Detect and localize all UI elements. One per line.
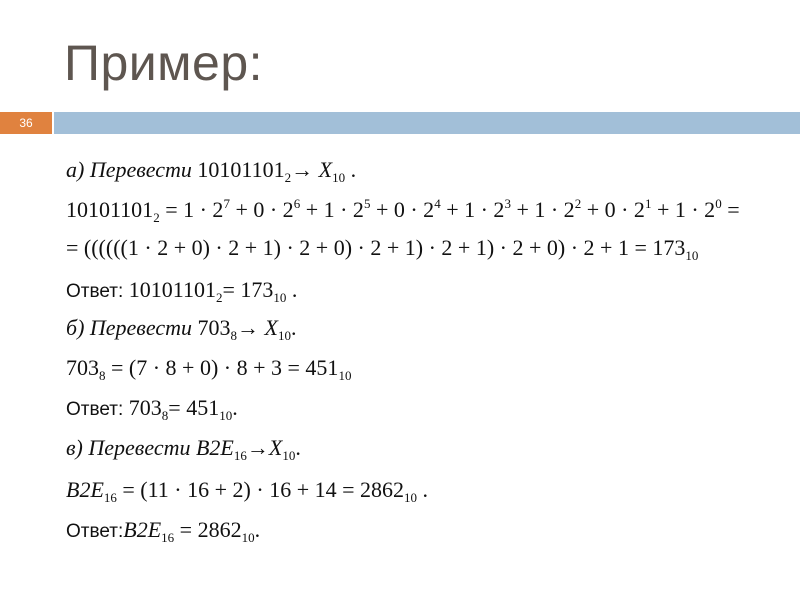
answer-a-lhs: 10101101 [128, 277, 216, 302]
term-separator: + [229, 197, 254, 222]
term-exponent: 5 [363, 196, 371, 211]
term-coef: 0 · 2 [393, 197, 435, 222]
horner-base: 10 [685, 248, 699, 263]
answer-b-label: Ответ: [66, 399, 124, 420]
calc-b-lhs-base: 8 [99, 368, 106, 383]
calc-c-lhs-base: 16 [103, 490, 117, 505]
task-b-target-base: 10 [277, 328, 291, 343]
answer-a-end: . [291, 277, 298, 302]
calc-c-rhs: = (11 · 16 + 2) · 16 + 14 = 2862 [122, 477, 405, 502]
calc-b [66, 354, 351, 382]
answer-b-rhs-base: 10 [219, 408, 233, 423]
answer-a-lhs-base: 2 [215, 290, 223, 305]
expansion-term [394, 197, 464, 222]
answer-c-lhs: B2E [123, 517, 162, 542]
term-exponent: 4 [434, 196, 441, 211]
task-a-end: . [350, 157, 357, 182]
slide-number: 36 [19, 116, 33, 130]
task-b-target: X [264, 315, 278, 340]
task-a-base: 2 [284, 170, 292, 185]
horner-line [66, 234, 698, 262]
term-coef: 1 · 2 [464, 197, 505, 222]
answer-b-lhs-base: 8 [161, 408, 169, 423]
term-exponent: 1 [644, 196, 652, 211]
term-exponent: 3 [504, 196, 511, 211]
term-exponent: 2 [574, 196, 582, 211]
term-separator: + [581, 197, 605, 222]
task-b-label: б) Перевести [66, 315, 192, 340]
expansion-terms [183, 197, 740, 222]
expansion-term [324, 197, 394, 222]
term-separator: + [300, 197, 324, 222]
task-c-target: X [268, 435, 283, 460]
task-b [66, 314, 296, 342]
term-coef: 0 · 2 [253, 197, 294, 222]
task-b-number: 703 [197, 315, 231, 340]
answer-b-end: . [232, 395, 238, 420]
slide-title: Пример: [64, 35, 264, 91]
answer-c-rhs: = 2862 [179, 517, 242, 542]
expansion-term [183, 197, 253, 222]
task-b-end: . [290, 315, 297, 340]
expansion-term [253, 197, 323, 222]
task-a [66, 156, 356, 184]
expansion-term [675, 197, 740, 222]
equals: = [165, 197, 178, 222]
answer-c-label: Ответ: [66, 521, 124, 542]
term-exponent: 6 [293, 196, 301, 211]
answer-a-rhs: = 173 [222, 277, 274, 302]
task-a-target: X [318, 157, 333, 182]
task-a-target-base: 10 [332, 170, 346, 185]
accent-bar-right [54, 112, 800, 134]
calc-b-rhs: = (7 · 8 + 0) · 8 + 3 = 451 [111, 355, 339, 380]
term-coef: 1 · 2 [183, 197, 224, 222]
calc-c-lhs: B2E [66, 477, 104, 502]
task-a-number: 10101101 [197, 157, 285, 182]
term-separator: + [651, 197, 675, 222]
arrow-icon: → [236, 315, 259, 340]
answer-b [66, 394, 238, 424]
calc-b-lhs: 703 [66, 355, 99, 380]
task-c-end: . [295, 435, 301, 460]
task-a-label: а) Перевести [66, 157, 192, 182]
answer-b-lhs: 703 [128, 395, 162, 420]
expansion-term [534, 197, 604, 222]
term-coef: 1 · 2 [534, 197, 575, 222]
expansion-term [464, 197, 534, 222]
answer-c-rhs-base: 10 [241, 530, 255, 545]
term-separator: + [440, 197, 465, 222]
task-c-base: 16 [233, 448, 247, 463]
expansion-term [605, 197, 675, 222]
term-separator: + [510, 197, 535, 222]
term-exponent: 7 [223, 196, 230, 211]
expansion-line [66, 196, 740, 224]
calc-b-rhs-base: 10 [338, 368, 352, 383]
answer-c-lhs-base: 16 [161, 530, 175, 545]
horner-expression: = ((((((1 · 2 + 0) · 2 + 1) · 2 + 0) · 2 + 1) · 2 + 1) · 2 + 0) · 2 + 1 = 173 [66, 235, 686, 260]
expansion-lhs-base: 2 [153, 210, 160, 225]
term-coef: 1 · 2 [323, 197, 364, 222]
calc-c [66, 476, 428, 504]
task-c [66, 434, 301, 462]
answer-a [66, 276, 297, 306]
task-c-target-base: 10 [282, 448, 296, 463]
answer-a-label: Ответ: [66, 281, 124, 302]
task-b-base: 8 [230, 328, 237, 343]
term-separator: + [370, 197, 394, 222]
answer-b-rhs: = 451 [168, 395, 220, 420]
term-exponent: 0 [715, 196, 722, 211]
term-coef: 1 · 2 [674, 197, 716, 222]
calc-c-rhs-base: 10 [404, 490, 418, 505]
arrow-icon: → [246, 435, 269, 460]
task-c-label: в) Перевести [66, 435, 191, 460]
calc-c-end: . [422, 477, 429, 502]
answer-c [66, 516, 260, 546]
term-coef: 0 · 2 [604, 197, 645, 222]
answer-c-end: . [254, 517, 261, 542]
expansion-lhs: 10101101 [66, 197, 154, 222]
arrow-icon: → [291, 157, 314, 182]
answer-a-rhs-base: 10 [273, 290, 287, 305]
term-separator: = [721, 197, 740, 222]
task-c-number: B2E [195, 435, 234, 460]
